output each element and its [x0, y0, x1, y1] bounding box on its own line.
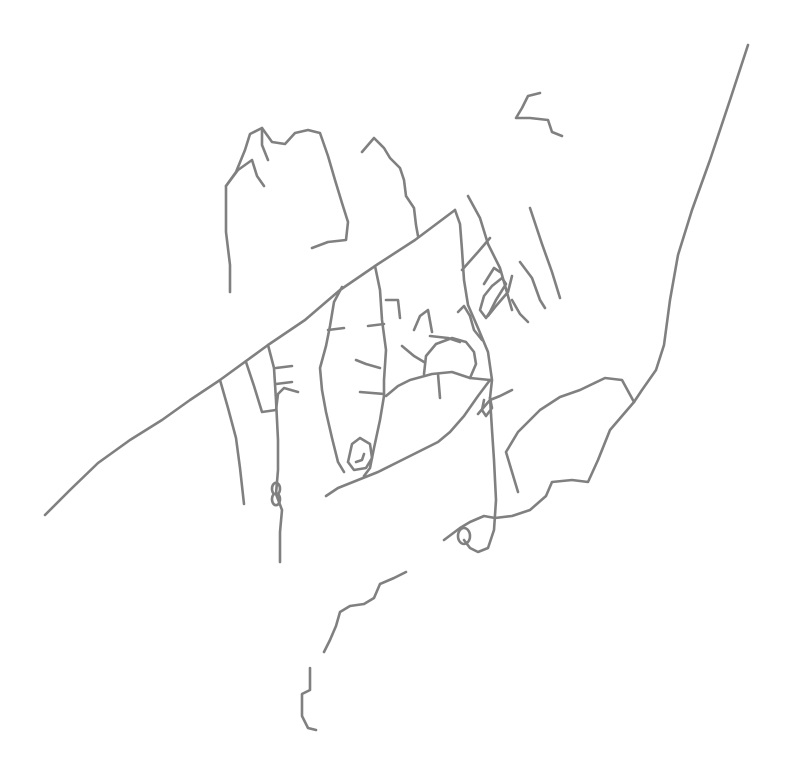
- road-ne-side-1: [462, 238, 490, 270]
- road-west-stub-1: [276, 366, 292, 368]
- road-south-ns: [464, 398, 496, 552]
- road-inner-middle: [375, 266, 386, 396]
- road-inner-stub-4: [356, 360, 380, 368]
- road-north-fragment: [516, 93, 562, 136]
- road-west-3: [268, 345, 282, 562]
- road-central-to-sw: [326, 380, 490, 496]
- road-rounded-stem: [438, 374, 440, 398]
- road-lake-loop: [506, 378, 634, 492]
- road-nw-cluster: [226, 128, 348, 292]
- road-sw-isolated: [324, 572, 406, 652]
- road-ne-parallel-b: [468, 196, 512, 310]
- road-lake-south-shore: [495, 402, 634, 518]
- road-west-1: [220, 380, 244, 504]
- road-ne-side-4: [512, 300, 528, 322]
- road-small-loop-inner: [356, 454, 364, 462]
- road-north-central: [362, 138, 418, 236]
- road-inner-stub-5: [360, 392, 384, 394]
- road-west-2: [246, 362, 298, 412]
- road-central-spur-2: [402, 346, 424, 362]
- road-inner-stub-3: [386, 300, 400, 318]
- road-nw-spur: [226, 160, 264, 186]
- road-east-highway: [634, 45, 748, 402]
- road-central-spur-1: [414, 310, 432, 332]
- road-inner-west-loop: [320, 287, 344, 472]
- road-west-stub-2: [276, 382, 292, 384]
- road-sw-bottom: [302, 668, 316, 730]
- road-small-loop-sw: [348, 438, 372, 470]
- road-main-diagonal: [45, 210, 455, 515]
- road-ne-side-3: [520, 262, 545, 308]
